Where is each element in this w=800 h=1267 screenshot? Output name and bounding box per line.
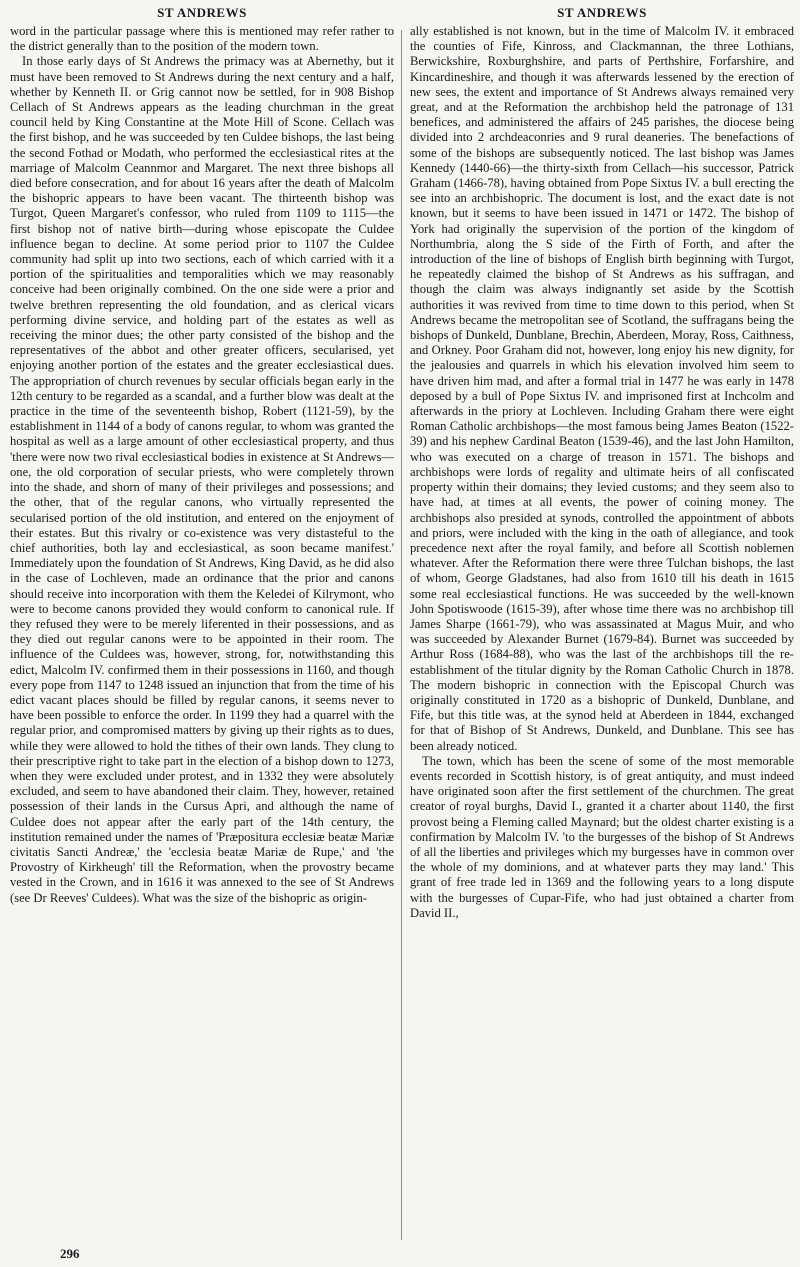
right-paragraph-2: The town, which has been the scene of some of the most memorable events recorded in Scottish history, is of great antiquity, and must indeed have originated soon after the first settlement of the churchmen. The great creator of royal burghs, David I., granted it a charter about 1140, the first provost being a Fleming called Maynard; but the oldest charter existing is a confirmation by Malcolm IV. 'to the burgesses of the bishop of St Andrews of all the liberties and privileges which my burgesses have in common over the whole of my dominions, and at whatever parts they may land.' This grant of free trade led in 1369 and the following years to a long dispute with the burgesses of Cupar-Fife, who had just obtained a charter from David II., [410, 753, 794, 920]
right-column [410, 4, 794, 921]
left-paragraph-1: word in the particular passage where this is mentioned may refer rather to the district generally than to the position of the modern town. [10, 24, 394, 54]
running-head-left: ST ANDREWS [157, 5, 247, 20]
column-divider [401, 30, 402, 1240]
running-head-right: ST ANDREWS [557, 5, 647, 20]
left-paragraph-2: In those early days of St Andrews the primacy was at Abernethy, but it must have been removed to St Andrews during the next century and a half, whether by Kenneth II. or Grig cannot now be settled, for in 908 Bishop Cellach of St Andrews appears as the leading churchman in the great council held by King Constantine at the Mote Hill of Scone. Cellach was the first bishop, and he was succeeded by ten Culdee bishops, the last being the second Fothad or Modath, who performed the ecclesiastical rites at the marriage of Malcolm Ceannmor and Margaret. The next three bishops all died before consecration, and for about 16 years after the death of Malcolm the bishopric appears to have been vacant. The thirteenth bishop was Turgot, Queen Margaret's confessor, who ruled from 1109 to 1115—the first bishop not of native birth—during whose episcopate the Culdee influence began to decline. At some period prior to 1107 the Culdee community had split up into two sections, each of which carried with it a portion of the spiritualities and temporalities which we may reasonably conceive had been originally combined. On the one side were a prior and twelve brethren representing the old foundation, and as clerical vicars performing divine service, and holding part of the estates as well as receiving the minor dues; the other party consisted of the bishop and the representatives of the abbot and other greater officers, secularised, yet enjoying another portion of the estates and the greater ecclesiastical dues. The appropriation of church revenues by secular officials began early in the 12th century to be regarded as a scandal, and a further blow was dealt at the practice in the time of the seventeenth bishop, Robert (1121-59), by the establishment in 1144 of a body of canons regular, to whom was granted the hospital as well as a large amount of other ecclesiastical property, and thus 'there were now two rival ecclesiastical bodies in existence at St Andrews—one, the old corporation of secular priests, who were completely thrown into the shade, and shorn of many of their privileges and possessions; and the other, that of the regular canons, who virtually represented the secularised portion of the old institution, and entered on the enjoyment of their estates. But this rivalry or co-existence was very distasteful to the chief authorities, both lay and ecclesiastical, as soon became manifest.' Immediately upon the foundation of St Andrews, King David, as he did also in the case of Lochleven, made an ordinance that the prior and canons should receive into incorporation with them the Keledei of Kilrymont, who were to become canons provided they would conform to canonical rule. If they refused they were to be merely liferented in their possessions, and as they died out regular canons were to be appointed in their room. The influence of the Culdees was, however, strong, for, notwithstanding this edict, Malcolm IV. confirmed them in their possessions in 1160, and though every pope from 1147 to 1248 issued an injunction that from the time of his edict vacant places should be filled by regular canons, it seems never to have been possible to enforce the order. In 1199 they had a quarrel with the regular prior, and compromised matters by giving up their rights as to dues, while they were allowed to hold the tithes of their own lands. They clung to their prescriptive right to take part in the election of a bishop down to 1273, when they were excluded under protest, and in 1332 they were absolutely excluded, and seem to have abandoned their claim. They, however, retained possession of their lands in the Cursus Apri, and although the name of Culdee does not appear after the early part of the 14th century, the institution remained under the names of 'Præpositura ecclesiæ beatæ Mariæ civitatis Sancti Andreæ,' the 'ecclesia beatæ Mariæ de Rupe,' and 'the Provostry of Kirkheugh' till the Reformation, when the provostry became vested in the Crown, and in 1616 it was annexed to the see of St Andrews (see Dr Reeves' Culdees). What was the size of the bishopric as origin- [10, 54, 394, 905]
right-paragraph-1: ally established is not known, but in the time of Malcolm IV. it embraced the counties of Fife, Kinross, and Clackmannan, the three Lothians, Berwickshire, Roxburghshire, and parts of Perthshire, Forfarshire, and Kincardineshire, and though it was afterwards lessened by the erection of new sees, the extent and importance of St Andrews always remained very great, and at the Reformation the archbishop held the patronage of 131 benefices, and administered the affairs of 245 parishes, the diocese being divided into 2 archdeaconries and 9 rural deaneries. The benefactions of some of the bishops are subsequently noticed. The last bishop was James Kennedy (1440-66)—the thirty-sixth from Cellach—his successor, Patrick Graham (1466-78), having obtained from Pope Sixtus IV. a bull erecting the see into an archbishopric. The document is lost, and the exact date is not known, but it seems to have been issued in 1471 or 1472. The bishop of York had originally the supervision of the portion of the kingdom of Northumbria, along the S side of the Firth of Forth, and after the introduction of the line of bishops of English birth beginning with Turgot, he repeatedly claimed the bishop of St Andrews as his suffragan, and though the claim was always indignantly set aside by the Scottish authorities it was revived from time to time down to this period, when St Andrews became the metropolitan see of Scotland, the suffragans being the bishops of Dunkeld, Dunblane, Brechin, Aberdeen, Moray, Ross, Caithness, and Orkney. Poor Graham did not, however, long enjoy his new dignity, for the jealousies and quarrels in which his elevation involved him seem to have driven him mad, and after a formal trial in 1477 he was early in 1478 deposed by a bull of Pope Sixtus IV. and imprisoned first at Inchcolm and afterwards in the priory at Lochleven. Including Graham there were eight Roman Catholic archbishops—the most famous being James Beaton (1522-39) and his nephew Cardinal Beaton (1539-46), and the last John Hamilton, who was executed on a charge of treason in 1571. The bishops and archbishops were lords of regality and ultimate heirs of all confiscated property within their domains; they levied customs; and they seem also to have had, at times at all events, the power of coining money. The archbishops also presided at synods, controlled the appointment of abbots and priors, were included with the king in the oath of allegiance, and took precedence next after the royal family, and before all Scottish noblemen whatever. After the Reformation there were three Tulchan bishops, the last of whom, George Gladstanes, had also from 1610 till his death in 1615 some real ecclesiastical functions. He was succeeded by the well-known John Spotiswoode (1615-39), after whose time there was no archbishop till James Sharpe (1661-79), who was assassinated at Magus Muir, and who was succeeded by Alexander Burnet (1679-84). Burnet was succeeded by Arthur Ross (1684-88), who was the last of the archbishops till the re-establishment of the titular dignity by the Roman Catholic Church in 1878. The modern bishopric in connection with the Episcopal Church was originally constituted in 1720 as a bishopric of Dunkeld, Dunblane, and Fife, but this title was, at the synod held at Aberdeen in 1844, exchanged for that of Bishop of St Andrews, Dunkeld, and Dunblane. This see has been already noticed. [410, 24, 794, 753]
page-number: 296 [60, 1246, 80, 1261]
left-column [10, 4, 394, 906]
